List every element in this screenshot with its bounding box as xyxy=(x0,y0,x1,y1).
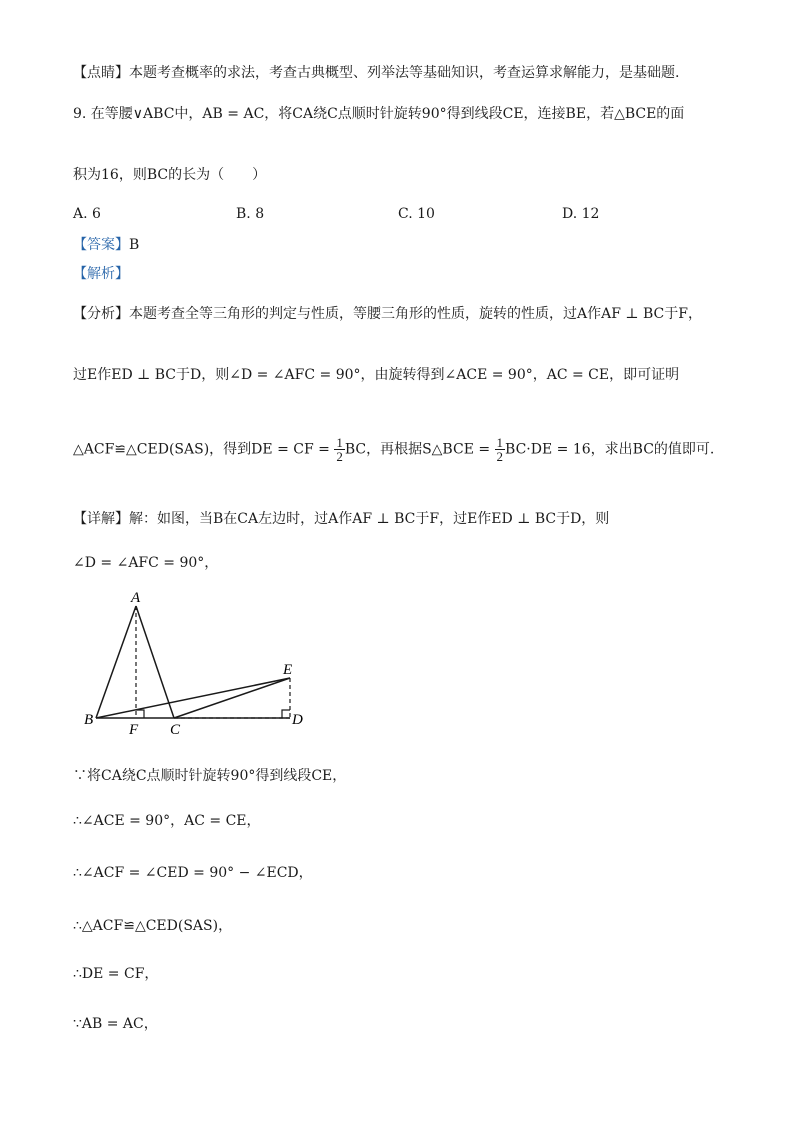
fraction-half xyxy=(334,436,345,463)
fraction-half-2 xyxy=(495,436,506,463)
analysis-line-3 xyxy=(73,436,714,463)
answer-line xyxy=(73,234,139,254)
step-2: ∴∠ACE = 90°，AC = CE， xyxy=(73,813,261,829)
question-line-1: 9. 在等腰∨ABC中，AB = AC，将CA绕C点顺时针旋转90°得到线段CE，连接BE，若△BCE的面 xyxy=(73,106,685,122)
step-3: ∴∠ACF = ∠CED = 90° − ∠ECD， xyxy=(73,865,313,881)
comment-line: 【点睛】本题考查概率的求法，考查古典概型、列举法等基础知识，考查运算求解能力，是基础题. xyxy=(73,65,680,81)
right-angle-f xyxy=(136,710,144,718)
label-e: E xyxy=(283,662,293,678)
segment-ab xyxy=(96,606,136,718)
analysis-label: 【解析】 xyxy=(73,266,129,282)
step-4: ∴△ACF≌△CED(SAS)， xyxy=(73,918,233,934)
analysis-line-3a: △ACF≌△CED(SAS)，得到DE = CF = xyxy=(73,441,330,458)
option-b: B. 8 xyxy=(236,206,265,222)
right-angle-d xyxy=(282,710,290,718)
frac-den: 2 xyxy=(336,449,343,464)
analysis-line-1: 【分析】本题考查全等三角形的判定与性质，等腰三角形的性质，旋转的性质，过A作AF ⊥ BC于F， xyxy=(73,306,702,322)
segment-ac xyxy=(136,606,174,718)
label-a: A xyxy=(131,590,141,606)
frac-num: 1 xyxy=(336,435,343,450)
step-5: ∴DE = CF， xyxy=(73,966,159,982)
frac-den-2: 2 xyxy=(496,449,504,464)
answer-value: B xyxy=(129,237,140,253)
option-c: C. 10 xyxy=(398,206,435,222)
label-f: F xyxy=(129,722,139,738)
detail-line-1: 【详解】解：如图，当B在CA左边时，过A作AF ⊥ BC于F，过E作ED ⊥ BC于D，则 xyxy=(73,511,610,527)
geometry-figure xyxy=(78,588,318,738)
question-line-2: 积为16，则BC的长为（ ） xyxy=(73,167,267,183)
frac-num-2: 1 xyxy=(496,435,504,450)
label-b: B xyxy=(84,712,94,728)
analysis-line-2: 过E作ED ⊥ BC于D，则∠D = ∠AFC = 90°，由旋转得到∠ACE = 90°，AC = CE，即可证明 xyxy=(73,367,680,383)
option-d: D. 12 xyxy=(562,206,600,222)
label-c: C xyxy=(170,722,181,738)
step-6: ∵AB = AC， xyxy=(73,1016,158,1032)
answer-label: 【答案】 xyxy=(73,237,129,253)
analysis-line-3b: BC，再根据S△BCE = xyxy=(344,441,491,458)
step-1: ∵将CA绕C点顺时针旋转90°得到线段CE， xyxy=(73,768,347,784)
label-d: D xyxy=(292,712,303,728)
analysis-line-3c: BC·DE = 16，求出BC的值即可. xyxy=(505,441,715,458)
detail-line-2: ∠D = ∠AFC = 90°， xyxy=(73,555,219,571)
option-a: A. 6 xyxy=(73,206,101,222)
